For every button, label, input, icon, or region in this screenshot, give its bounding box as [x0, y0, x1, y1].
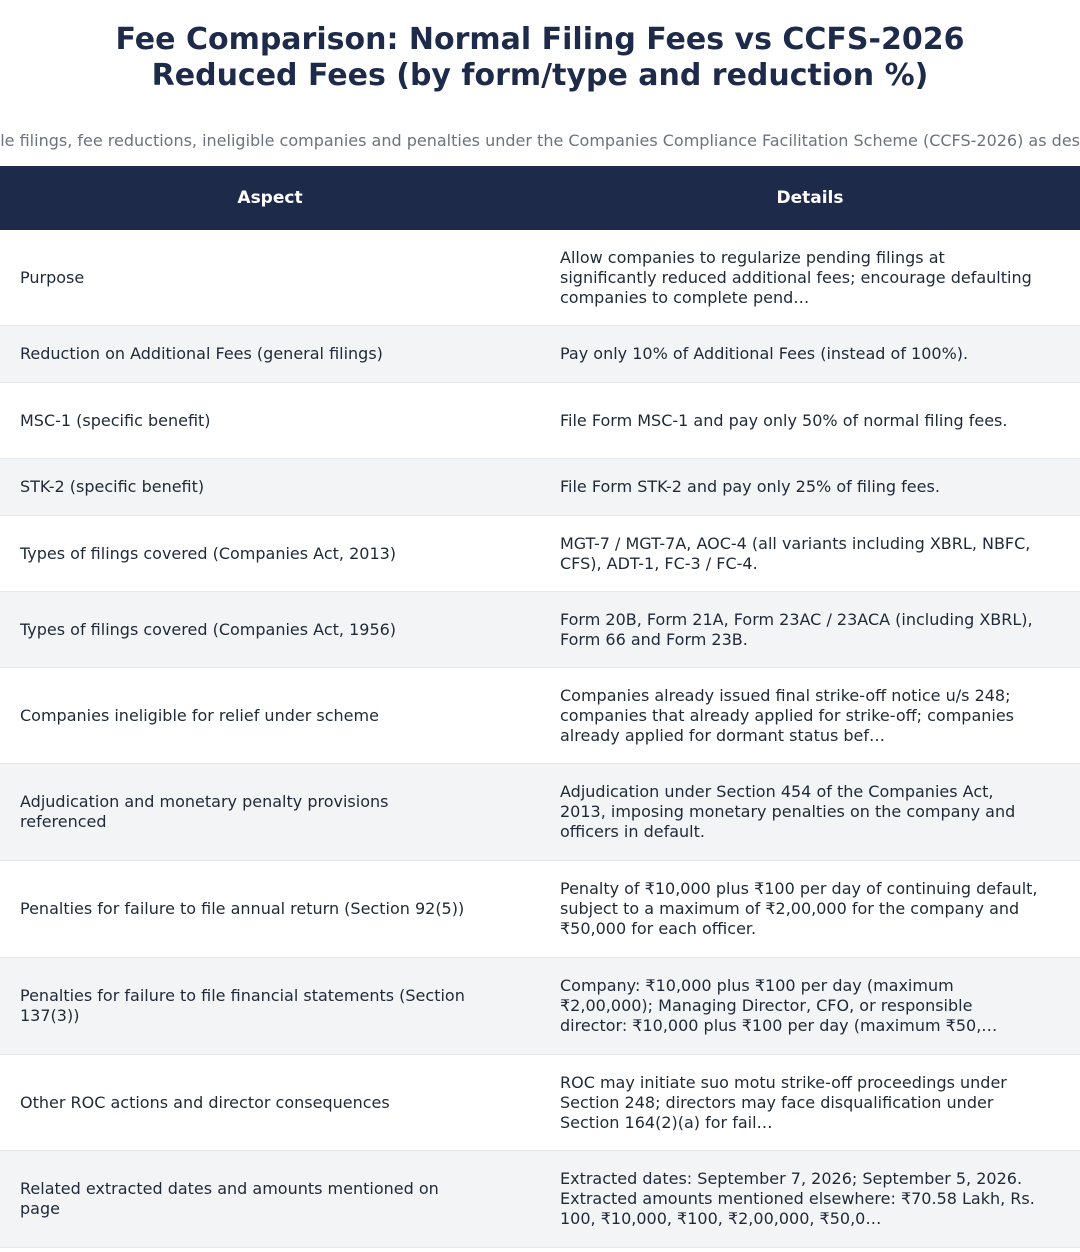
details-cell: Company: ₹10,000 plus ₹100 per day (maximum ₹2,00,000); Managing Director, CFO, or responsible director: ₹10,000 plus ₹100 per day (maximum ₹50,… — [540, 958, 1080, 1055]
aspect-cell: Penalties for failure to file annual return (Section 92(5)) — [0, 861, 540, 958]
aspect-cell: MSC-1 (specific benefit) — [0, 383, 540, 459]
aspect-cell: Types of filings covered (Companies Act, 1956) — [0, 592, 540, 668]
details-cell: Penalty of ₹10,000 plus ₹100 per day of continuing default, subject to a maximum of ₹2,00,000 for the company and ₹50,000 for each officer. — [540, 861, 1080, 958]
table-row — [0, 383, 1080, 459]
details-cell: ROC may initiate suo motu strike-off proceedings under Section 248; directors may face disqualification under Section 164(2)(a) for fail… — [540, 1055, 1080, 1151]
page-title-line-2: Reduced Fees (by form/type and reduction %) — [151, 58, 929, 93]
aspect-cell: Purpose — [0, 230, 540, 326]
details-cell: Pay only 10% of Additional Fees (instead of 100%). — [540, 326, 1080, 383]
table-row — [0, 861, 1080, 958]
aspect-cell: Related extracted dates and amounts mentioned on page — [0, 1151, 540, 1248]
table-row — [0, 459, 1080, 516]
details-cell: Adjudication under Section 454 of the Companies Act, 2013, imposing monetary penalties on the company and officers in default. — [540, 764, 1080, 861]
aspect-cell: Penalties for failure to file financial statements (Section 137(3)) — [0, 958, 540, 1055]
details-cell: File Form MSC-1 and pay only 50% of normal filing fees. — [540, 383, 1080, 459]
table-header-row — [0, 166, 1080, 230]
table-row — [0, 1151, 1080, 1248]
table-row — [0, 1055, 1080, 1151]
page-subtitle — [0, 131, 1080, 151]
details-cell: Extracted dates: September 7, 2026; September 5, 2026. Extracted amounts mentioned elsewhere: ₹70.58 Lakh, Rs. 100, ₹10,000, ₹100, ₹2,00,000, ₹50,0… — [540, 1151, 1080, 1248]
column-header-aspect: Aspect — [0, 166, 540, 230]
comparison-table — [0, 166, 1080, 1248]
page-title-line-1: Fee Comparison: Normal Filing Fees vs CCFS-2026 — [115, 22, 965, 57]
details-cell: MGT-7 / MGT-7A, AOC-4 (all variants including XBRL, NBFC, CFS), ADT-1, FC-3 / FC-4. — [540, 516, 1080, 592]
column-header-details: Details — [540, 166, 1080, 230]
details-cell: File Form STK-2 and pay only 25% of filing fees. — [540, 459, 1080, 516]
table-row — [0, 958, 1080, 1055]
table-row — [0, 230, 1080, 326]
table-row — [0, 326, 1080, 383]
aspect-cell: Reduction on Additional Fees (general filings) — [0, 326, 540, 383]
table-row — [0, 764, 1080, 861]
details-cell: Companies already issued final strike-off notice u/s 248; companies that already applied for strike-off; companies already applied for dormant status bef… — [540, 668, 1080, 764]
aspect-cell: Companies ineligible for relief under scheme — [0, 668, 540, 764]
aspect-cell: STK-2 (specific benefit) — [0, 459, 540, 516]
table-row — [0, 592, 1080, 668]
table-row — [0, 668, 1080, 764]
aspect-cell: Other ROC actions and director consequences — [0, 1055, 540, 1151]
aspect-cell: Types of filings covered (Companies Act, 2013) — [0, 516, 540, 592]
aspect-cell: Adjudication and monetary penalty provisions referenced — [0, 764, 540, 861]
details-cell: Form 20B, Form 21A, Form 23AC / 23ACA (including XBRL), Form 66 and Form 23B. — [540, 592, 1080, 668]
page-subtitle-text: le filings, fee reductions, ineligible companies and penalties under the Companies Compliance Facilitation Scheme (CCFS-2026) as des — [0, 131, 1080, 150]
table-row — [0, 516, 1080, 592]
details-cell: Allow companies to regularize pending filings at significantly reduced additional fees; encourage defaulting companies to complete pend… — [540, 230, 1080, 326]
page-title — [0, 0, 1080, 94]
